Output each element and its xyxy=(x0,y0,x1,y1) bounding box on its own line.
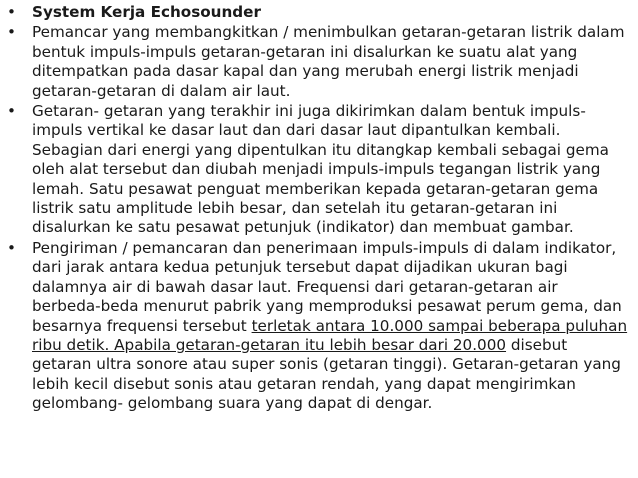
paragraph-text-start: Pengiriman / pemancaran dan penerimaan impuls-impuls di dalam indikator, dari jarak antara kedua petunjuk tersebut dapat dijadikan ukuran bagi dalamnya air di bawah dasar laut. Frequensi dari getaran-getaran air berbeda-beda menurut pabrik yang memproduksi pesawat perum gema, dan besarnya frequensi tersebut xyxy=(32,238,622,335)
bullet-item-frequency xyxy=(7,239,629,414)
bullet-dot-icon: • xyxy=(7,238,16,257)
section-title: System Kerja Echosounder xyxy=(32,3,261,21)
bullet-dot-icon: • xyxy=(7,3,16,21)
bullet-list xyxy=(7,3,629,415)
bullet-dot-icon: • xyxy=(7,23,16,42)
paragraph-text: Getaran- getaran yang terakhir ini juga dikirimkan dalam bentuk impuls-impuls vertikal ke dasar laut dan dari dasar laut dipantulkan kembali. Sebagian dari energi yang dipentulkan itu ditangkap kembali sebagai gema oleh alat tersebut dan diubah menjadi impuls-impuls tegangan listrik yang lemah. Satu pesawat penguat memberikan kepada getaran-getaran gema listrik satu amplitude lebih besar, dan setelah itu getaran-getaran ini disalurkan ke satu pesawat petunjuk (indikator) dan membuat gambar. xyxy=(32,102,609,237)
paragraph-text: Pemancar yang membangkitkan / menimbulkan getaran-getaran listrik dalam bentuk impuls-impuls getaran-getaran ini disalurkan ke suatu alat yang ditempatkan pada dasar kapal dan yang merubah energi listrik menjadi getaran-getaran di dalam air laut. xyxy=(32,23,625,100)
underlined-frequency-text: terletak antara 10.000 sampai beberapa puluhan ribu detik. Apabila getaran-getaran itu lebih besar dari 20.000 xyxy=(32,316,628,354)
bullet-dot-icon: • xyxy=(7,102,16,121)
bullet-item-transmitter xyxy=(7,23,629,101)
paragraph-text-end: disebut getaran ultra sonore atau super sonis (getaran tinggi). Getaran-getaran yang lebih kecil disebut sonis atau getaran rendah, yang dapat mengirimkan gelombang- gelombang suara yang dapat di dengar. xyxy=(32,335,621,413)
bullet-item-title xyxy=(7,3,629,22)
bullet-item-echo xyxy=(7,102,629,238)
